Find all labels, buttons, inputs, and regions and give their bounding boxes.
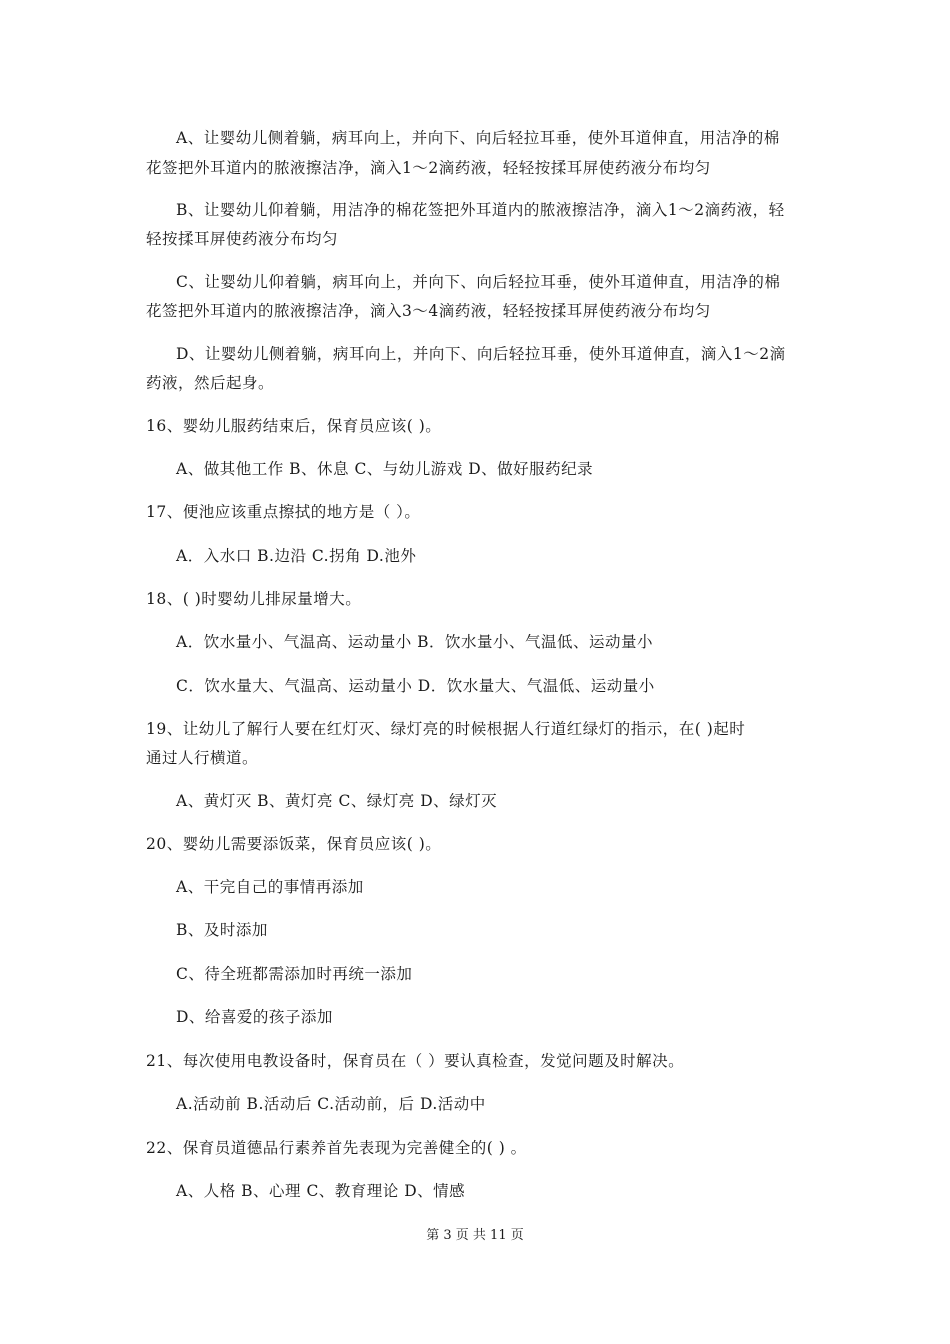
q15-option-c-line1: C、让婴幼儿仰着躺，病耳向上，并向下、向后轻拉耳垂，使外耳道伸直，用洁净的棉 <box>176 273 781 291</box>
q20-option-a: A、干完自己的事情再添加 <box>176 878 364 896</box>
q20-option-d: D、给喜爱的孩子添加 <box>176 1008 333 1026</box>
q18-options-cd: C．饮水量大、气温高、运动量小 D．饮水量大、气温低、运动量小 <box>176 677 655 695</box>
q15-option-a-line1: A、让婴幼儿侧着躺，病耳向上，并向下、向后轻拉耳垂，使外耳道伸直，用洁净的棉 <box>176 129 780 147</box>
q16-question: 16、婴幼儿服药结束后，保育员应该( )。 <box>146 417 442 435</box>
q17-options: A．入水口 B.边沿 C.拐角 D.池外 <box>176 547 417 565</box>
q18-question: 18、( )时婴幼儿排尿量增大。 <box>146 590 362 608</box>
q20-question: 20、婴幼儿需要添饭菜，保育员应该( )。 <box>146 835 442 853</box>
page-footer: 第 3 页 共 11 页 <box>426 1228 524 1243</box>
q19-options: A、黄灯灭 B、黄灯亮 C、绿灯亮 D、绿灯灭 <box>176 792 498 810</box>
q21-question: 21、每次使用电教设备时，保育员在（ ）要认真检查，发觉问题及时解决。 <box>146 1052 685 1070</box>
q15-option-b-line2: 轻按揉耳屏使药液分布均匀 <box>146 230 339 248</box>
q15-option-d-line1: D、让婴幼儿侧着躺，病耳向上，并向下、向后轻拉耳垂，使外耳道伸直，滴入1～2滴 <box>176 345 786 363</box>
q15-option-d-line2: 药液，然后起身。 <box>146 374 275 392</box>
q16-options: A、做其他工作 B、休息 C、与幼儿游戏 D、做好服药纪录 <box>176 460 594 478</box>
q22-question: 22、保育员道德品行素养首先表现为完善健全的( ) 。 <box>146 1139 527 1157</box>
q18-options-ab: A．饮水量小、气温高、运动量小 B．饮水量小、气温低、运动量小 <box>176 633 654 651</box>
q19-question-line2: 通过人行横道。 <box>146 749 259 767</box>
q21-options: A.活动前 B.活动后 C.活动前，后 D.活动中 <box>176 1095 486 1113</box>
q15-option-b-line1: B、让婴幼儿仰着躺，用洁净的棉花签把外耳道内的脓液擦洁净，滴入1～2滴药液，轻 <box>176 201 785 219</box>
q17-question: 17、便池应该重点擦拭的地方是（ ）。 <box>146 503 421 521</box>
q19-question-line1: 19、让幼儿了解行人要在红灯灭、绿灯亮的时候根据人行道红绿灯的指示，在( )起时 <box>146 720 746 738</box>
q20-option-c: C、待全班都需添加时再统一添加 <box>176 965 413 983</box>
q15-option-c-line2: 花签把外耳道内的脓液擦洁净，滴入3～4滴药液，轻轻按揉耳屏使药液分布均匀 <box>146 302 711 320</box>
q15-option-a-line2: 花签把外耳道内的脓液擦洁净，滴入1～2滴药液，轻轻按揉耳屏使药液分布均匀 <box>146 159 711 177</box>
q22-options: A、人格 B、心理 C、教育理论 D、情感 <box>176 1182 466 1200</box>
q20-option-b: B、及时添加 <box>176 921 268 939</box>
